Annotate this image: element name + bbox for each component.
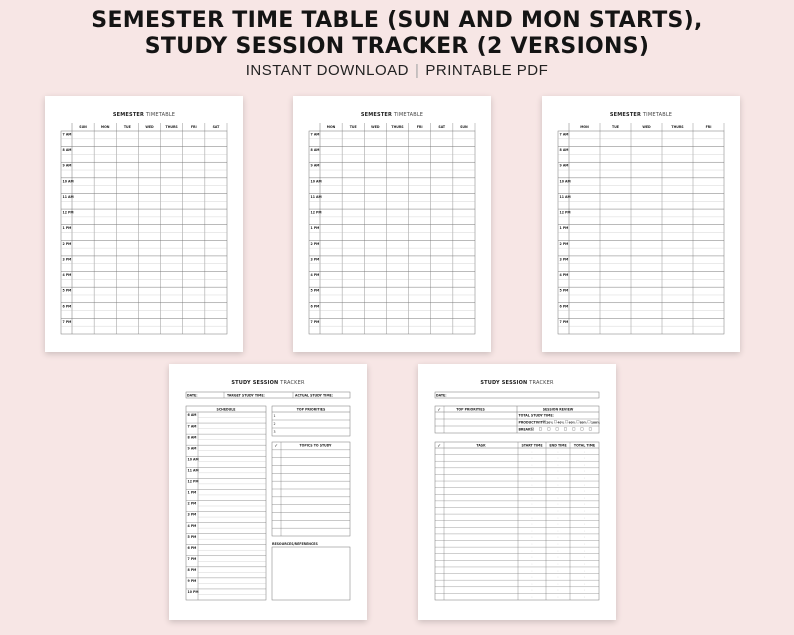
- end-time-label: END TIME: [549, 443, 567, 448]
- date-label: DATE:: [436, 393, 447, 398]
- time-colon: :: [557, 522, 559, 526]
- hour-label: 1 PM: [310, 226, 320, 231]
- time-colon: :: [584, 528, 585, 533]
- time-colon: :: [557, 528, 559, 533]
- time-colon: :: [557, 482, 559, 487]
- time-colon: :: [557, 548, 559, 553]
- time-colon: :: [584, 502, 585, 507]
- time-colon: :: [557, 488, 559, 493]
- time-colon: :: [531, 475, 533, 480]
- day-label: MON: [100, 125, 110, 129]
- hour-label: 6 PM: [62, 304, 72, 309]
- schedule-hour-label: 8 PM: [187, 568, 197, 573]
- schedule-hour-label: 2 PM: [187, 501, 197, 506]
- timetable-page-weekdays: [542, 96, 740, 352]
- study-tracker-page-2: [418, 364, 616, 620]
- break-checkbox: [589, 428, 592, 431]
- schedule-hour-label: 4 PM: [187, 523, 197, 528]
- subtitle-printable-pdf: PRINTABLE PDF: [425, 62, 549, 79]
- hour-label: 7 PM: [62, 319, 72, 324]
- day-label: FRI: [416, 125, 423, 129]
- study-tracker-page-1: [169, 364, 367, 620]
- task-label: TASK: [476, 443, 486, 448]
- schedule-hour-label: 10 PM: [187, 590, 199, 595]
- time-colon: :: [531, 495, 533, 500]
- time-colon: :: [584, 462, 585, 467]
- day-label: MON: [580, 125, 589, 129]
- subtitle-separator: |: [414, 62, 420, 79]
- time-colon: :: [584, 561, 585, 566]
- hour-label: 12 PM: [62, 210, 74, 215]
- hour-label: 12 PM: [559, 210, 571, 215]
- hour-label: 7 PM: [310, 319, 320, 324]
- topics-check-icon: ✓: [274, 444, 278, 449]
- time-colon: :: [557, 502, 559, 507]
- main-title-line-2: STUDY SESSION TRACKER (2 VERSIONS): [144, 34, 650, 59]
- schedule-hour-label: 9 AM: [187, 446, 197, 451]
- hour-label: 10 AM: [559, 179, 571, 184]
- time-colon: :: [557, 574, 559, 579]
- schedule-hour-label: 9 PM: [187, 579, 197, 584]
- productivity-level: 80%: [579, 420, 587, 425]
- time-colon: :: [531, 502, 533, 507]
- hour-label: 11 AM: [310, 194, 322, 199]
- productivity-checkbox: [588, 421, 591, 424]
- break-checkbox: [556, 428, 559, 431]
- schedule-hour-label: 7 AM: [187, 424, 197, 429]
- hour-label: 6 PM: [559, 304, 569, 309]
- timetable-page-sun-start: [45, 96, 243, 352]
- schedule-hour-label: 10 AM: [187, 457, 199, 462]
- time-colon: :: [557, 561, 559, 566]
- hour-label: 2 PM: [62, 241, 72, 246]
- time-colon: :: [557, 475, 559, 480]
- resources-box: [272, 547, 350, 600]
- task-check-icon: ✓: [437, 444, 442, 449]
- hour-label: 9 AM: [559, 163, 569, 168]
- time-colon: :: [557, 568, 559, 573]
- day-label: TUE: [349, 125, 357, 129]
- hour-label: 10 AM: [62, 179, 74, 184]
- time-colon: :: [531, 541, 533, 546]
- date-row: [435, 392, 599, 398]
- day-label: TUE: [123, 125, 131, 129]
- hour-label: 7 AM: [62, 132, 72, 137]
- day-label: THURS: [671, 125, 684, 129]
- day-label: SUN: [460, 125, 468, 129]
- hour-label: 12 PM: [310, 210, 322, 215]
- time-colon: :: [584, 515, 585, 520]
- time-colon: :: [584, 482, 585, 487]
- day-label: TUE: [612, 125, 619, 129]
- productivity-checkbox: [565, 421, 568, 424]
- schedule-hour-label: 6 PM: [187, 545, 197, 550]
- timetable-title: SEMESTER TIMETABLE: [609, 112, 673, 118]
- day-label: WED: [642, 125, 651, 129]
- time-colon: :: [584, 475, 585, 480]
- hour-label: 5 PM: [559, 288, 569, 293]
- schedule-hour-label: 7 PM: [187, 556, 197, 561]
- schedule-hour-label: 1 PM: [187, 490, 197, 495]
- time-colon: :: [584, 548, 585, 553]
- hour-label: 2 PM: [310, 241, 320, 246]
- hour-label: 11 AM: [62, 194, 74, 199]
- time-colon: :: [584, 469, 585, 474]
- priority-number: 2: [273, 422, 276, 426]
- hour-label: 8 AM: [559, 148, 569, 153]
- productivity-checkbox: [577, 421, 580, 424]
- main-title-line-1: SEMESTER TIME TABLE (SUN AND MON STARTS),: [91, 8, 703, 33]
- time-colon: :: [531, 581, 533, 586]
- hour-label: 9 AM: [62, 163, 72, 168]
- start-time-label: START TIME: [521, 443, 543, 448]
- productivity-label: PRODUCTIVITY:: [518, 420, 547, 425]
- productivity-level: 100%: [591, 420, 600, 425]
- day-label: SAT: [212, 125, 220, 129]
- timetable-title: SEMESTER TIMETABLE: [112, 112, 176, 118]
- hour-label: 5 PM: [62, 288, 72, 293]
- time-colon: :: [584, 488, 585, 493]
- hour-label: 7 AM: [310, 132, 320, 137]
- breaks-label: BREAKS:: [518, 427, 535, 432]
- hour-label: 7 AM: [559, 132, 569, 137]
- time-colon: :: [584, 522, 585, 526]
- time-colon: :: [531, 528, 533, 533]
- timetable-grid: [542, 96, 740, 352]
- break-checkbox: [564, 428, 567, 431]
- time-colon: :: [557, 541, 559, 546]
- tracker-2-layout: [418, 364, 616, 620]
- time-colon: :: [557, 508, 559, 513]
- time-colon: :: [584, 508, 585, 513]
- day-label: FRI: [705, 125, 712, 129]
- time-colon: :: [557, 449, 559, 454]
- priorities-label: TOP PRIORITIES: [296, 407, 326, 412]
- day-label: SAT: [438, 125, 446, 129]
- session-review-label: SESSION REVIEW: [542, 407, 574, 412]
- time-colon: :: [584, 495, 585, 500]
- productivity-level: 40%: [557, 420, 565, 425]
- priority-number: 1: [273, 414, 276, 418]
- time-colon: :: [584, 588, 585, 593]
- hour-label: 7 PM: [559, 319, 569, 324]
- hour-label: 4 PM: [62, 273, 72, 278]
- hour-label: 1 PM: [62, 226, 72, 231]
- time-colon: :: [531, 522, 533, 526]
- time-colon: :: [557, 535, 559, 540]
- productivity-level: 60%: [568, 420, 576, 425]
- priorities-label: TOP PRIORITIES: [456, 407, 485, 412]
- time-colon: :: [531, 482, 533, 487]
- hour-label: 3 PM: [559, 257, 569, 262]
- task-table-box: [435, 442, 599, 600]
- time-colon: :: [557, 588, 559, 593]
- hour-label: 6 PM: [310, 304, 320, 309]
- day-label: WED: [371, 125, 380, 129]
- topics-label: TOPICS TO STUDY: [299, 443, 332, 448]
- tracker-1-layout: [169, 364, 367, 620]
- hour-label: 8 AM: [62, 148, 72, 153]
- tracker-title: STUDY SESSION TRACKER: [231, 380, 305, 386]
- time-colon: :: [584, 535, 585, 540]
- time-colon: :: [557, 555, 559, 560]
- priorities-check-icon: ✓: [437, 408, 442, 413]
- date-label: DATE:: [187, 393, 198, 398]
- hour-label: 3 PM: [310, 257, 320, 262]
- hour-label: 4 PM: [310, 273, 320, 278]
- hour-label: 10 AM: [310, 179, 322, 184]
- time-colon: :: [584, 594, 585, 599]
- time-colon: :: [557, 581, 559, 586]
- time-colon: :: [531, 462, 533, 467]
- hour-label: 1 PM: [559, 226, 569, 231]
- time-colon: :: [557, 462, 559, 467]
- time-colon: :: [584, 574, 585, 579]
- time-colon: :: [557, 455, 559, 460]
- time-colon: :: [531, 594, 533, 599]
- schedule-hour-label: 11 AM: [187, 468, 199, 473]
- time-colon: :: [557, 495, 559, 500]
- time-colon: :: [531, 555, 533, 560]
- hour-label: 3 PM: [62, 257, 72, 262]
- time-colon: :: [584, 555, 585, 560]
- day-label: THURS: [165, 125, 178, 129]
- time-colon: :: [531, 561, 533, 566]
- schedule-label: SCHEDULE: [216, 407, 236, 412]
- subtitle-instant-download: INSTANT DOWNLOAD: [245, 62, 409, 79]
- day-label: FRI: [190, 125, 197, 129]
- schedule-hour-label: 3 PM: [187, 512, 197, 517]
- resources-label: RESOURCES/REFERENCES: [272, 542, 318, 546]
- subtitle: [0, 62, 794, 79]
- total-time-label: TOTAL TIME: [573, 443, 596, 448]
- time-colon: :: [531, 568, 533, 573]
- schedule-hour-label: 8 AM: [187, 435, 197, 440]
- hour-label: 11 AM: [559, 194, 571, 199]
- timetable-grid: [293, 96, 491, 352]
- break-checkbox: [581, 428, 584, 431]
- productivity-level: 20%: [546, 420, 554, 425]
- break-checkbox: [548, 428, 551, 431]
- time-colon: :: [557, 594, 559, 599]
- actual-study-time-label: ACTUAL STUDY TIME:: [295, 393, 333, 398]
- day-label: WED: [145, 125, 154, 129]
- hour-label: 2 PM: [559, 241, 569, 246]
- productivity-checkbox: [554, 421, 557, 424]
- time-colon: :: [584, 541, 585, 546]
- total-study-time-label: TOTAL STUDY TIME:: [518, 413, 554, 418]
- timetable-page-mon-start: [293, 96, 491, 352]
- time-colon: :: [557, 515, 559, 520]
- time-colon: :: [531, 574, 533, 579]
- time-colon: :: [531, 535, 533, 540]
- time-colon: :: [531, 488, 533, 493]
- timetable-title: SEMESTER TIMETABLE: [360, 112, 424, 118]
- priority-number: 3: [273, 430, 276, 434]
- schedule-hour-label: 6 AM: [187, 413, 197, 418]
- day-label: THURS: [391, 125, 404, 129]
- time-colon: :: [584, 449, 585, 454]
- hour-label: 8 AM: [310, 148, 320, 153]
- time-colon: :: [531, 469, 533, 474]
- break-checkbox: [539, 428, 542, 431]
- time-colon: :: [531, 548, 533, 553]
- time-colon: :: [531, 449, 533, 454]
- schedule-hour-label: 5 PM: [187, 534, 197, 539]
- time-colon: :: [557, 469, 559, 474]
- day-label: SUN: [79, 125, 87, 129]
- time-colon: :: [531, 515, 533, 520]
- time-colon: :: [584, 581, 585, 586]
- time-colon: :: [531, 455, 533, 460]
- time-colon: :: [531, 508, 533, 513]
- timetable-grid: [45, 96, 243, 352]
- tracker-title: STUDY SESSION TRACKER: [480, 380, 554, 386]
- day-label: MON: [326, 125, 336, 129]
- hour-label: 5 PM: [310, 288, 320, 293]
- break-checkbox: [573, 428, 576, 431]
- time-colon: :: [584, 455, 585, 460]
- schedule-hour-label: 12 PM: [187, 479, 199, 484]
- time-colon: :: [584, 568, 585, 573]
- time-colon: :: [531, 588, 533, 593]
- target-study-time-label: TARGET STUDY TIME:: [227, 393, 265, 398]
- hour-label: 9 AM: [310, 163, 320, 168]
- hour-label: 4 PM: [559, 273, 569, 278]
